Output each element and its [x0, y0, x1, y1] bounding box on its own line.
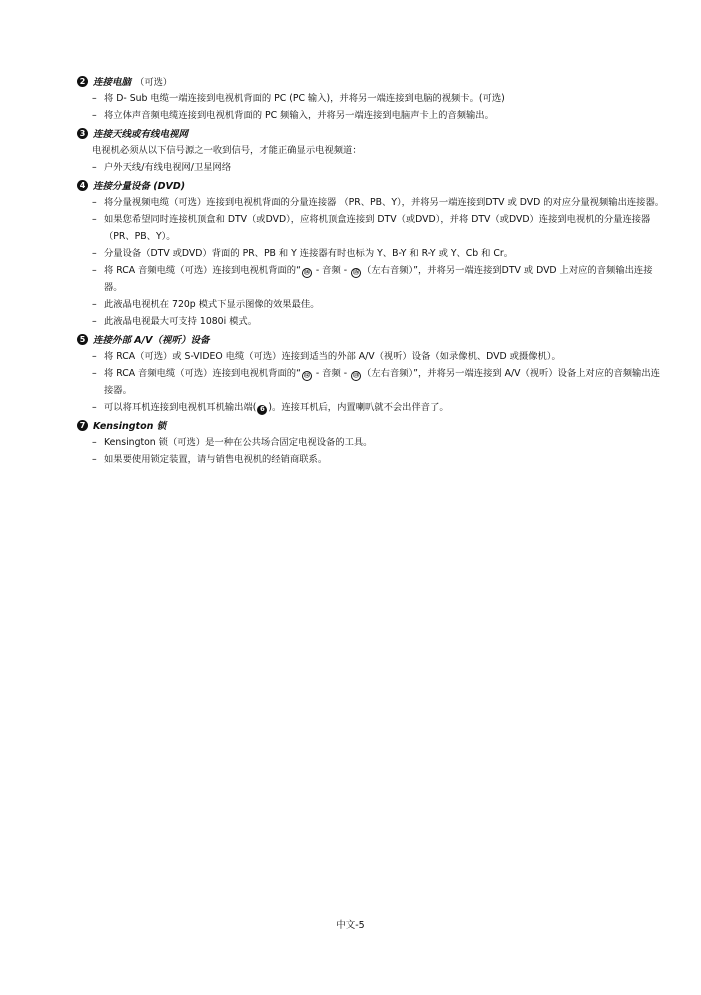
- section-title: Kensington 锁: [93, 421, 167, 432]
- list-item: [77, 245, 667, 262]
- text-mid: - 音频 -: [312, 368, 351, 379]
- item-text: 将 D- Sub 电缆一端连接到电视机背面的 PC (PC 输入)，并将另一端连接到电脑的视频卡。(可选): [104, 93, 505, 104]
- section-title: 连接分量设备 (DVD): [93, 181, 186, 192]
- text-before: 将 RCA 音频电缆（可选）连接到电视机背面的“: [104, 265, 301, 276]
- list-item: [77, 313, 667, 330]
- list-item: [77, 365, 667, 399]
- number-badge: 4: [77, 180, 88, 191]
- audio-port-icon: ⑬: [353, 372, 360, 379]
- section-heading: [77, 124, 667, 142]
- list-item: [77, 262, 667, 296]
- page-number: 中文-5: [336, 920, 365, 931]
- item-text: Kensington 锁（可选）是一种在公共场合固定电视设备的工具。: [104, 437, 373, 448]
- section-connect-antenna: [77, 124, 667, 176]
- section-connect-component: [77, 176, 667, 330]
- item-text: 此液晶电视最大可支持 1080i 模式。: [104, 316, 258, 327]
- dash: –: [92, 316, 97, 327]
- number-badge: 7: [77, 420, 88, 431]
- number-badge: 5: [77, 334, 88, 345]
- audio-port-icon: ⑭: [303, 269, 310, 276]
- list-item: [77, 211, 667, 245]
- dash: –: [92, 265, 97, 276]
- item-text: 将 RCA（可选）或 S-VIDEO 电缆（可选）连接到适当的外部 A/V（视听）设备（如录像机、DVD 或摄像机）。: [104, 351, 561, 362]
- list-item: [77, 159, 667, 176]
- earphone-port-icon: 6: [257, 405, 267, 415]
- section-title: 连接电脑: [93, 77, 132, 88]
- text-after: （左右音频）”，并将另一端连接到DTV 或 DVD 上对应的音频输出连接器。: [104, 265, 653, 293]
- item-text: 分量设备（DTV 或DVD）背面的 PR、PB 和 Y 连接器有时也标为 Y、B-Y 和 R-Y 或 Y、Cb 和 Cr。: [104, 248, 514, 259]
- list-item: [77, 107, 667, 124]
- item-text: [104, 262, 667, 296]
- dash: –: [92, 454, 97, 465]
- item-text: [104, 399, 667, 416]
- dash: –: [92, 437, 97, 448]
- dash: –: [92, 351, 97, 362]
- item-text: 户外天线/有线电视网/卫星网络: [104, 162, 232, 173]
- text-after: )。连接耳机后，内置喇叭就不会出伴音了。: [268, 402, 449, 413]
- item-text: 将立体声音频电缆连接到电视机背面的 PC 频输入，并将另一端连接到电脑声卡上的音频输出。: [104, 110, 494, 121]
- section-heading: [77, 330, 667, 348]
- list-item: [77, 194, 667, 211]
- dash: –: [92, 402, 97, 413]
- list-item: [77, 451, 667, 468]
- item-text: 此液晶电视机在 720p 模式下显示图像的效果最佳。: [104, 299, 320, 310]
- dash: –: [92, 93, 97, 104]
- text-before: 可以将耳机连接到电视机耳机输出端(: [104, 402, 257, 413]
- section-connect-av: [77, 330, 667, 416]
- dash: –: [92, 197, 97, 208]
- number-badge: 2: [77, 76, 88, 87]
- section-heading: [77, 72, 667, 90]
- list-item: [77, 348, 667, 365]
- dash: –: [92, 214, 97, 225]
- dash: –: [92, 299, 97, 310]
- text-mid: - 音频 -: [312, 265, 351, 276]
- audio-port-icon: ⑮: [353, 269, 360, 276]
- text-before: 将 RCA 音频电缆（可选）连接到电视机背面的“: [104, 368, 301, 379]
- list-item: [77, 90, 667, 107]
- section-connect-pc: [77, 72, 667, 124]
- number-badge: 3: [77, 128, 88, 139]
- dash: –: [92, 162, 97, 173]
- item-text: 如果您希望同时连接机顶盒和 DTV（或DVD），应将机顶盒连接到 DTV（或DVD），并将 DTV（或DVD）连接到电视机的分量连接器（PR、PB、Y）。: [104, 214, 651, 242]
- text-after: （左右音频）”，并将另一端连接到 A/V（视听）设备上对应的音频输出连接器。: [104, 368, 660, 396]
- section-heading: [77, 176, 667, 194]
- item-text: 将分量视频电缆（可选）连接到电视机背面的分量连接器 （PR、PB、Y），并将另一端连接到DTV 或 DVD 的对应分量视频输出连接器。: [104, 197, 665, 208]
- section-title-suffix: （可选）: [135, 77, 173, 88]
- section-title: 连接外部 A/V（视听）设备: [93, 335, 210, 346]
- list-item: [77, 399, 667, 416]
- dash: –: [92, 248, 97, 259]
- dash: –: [92, 110, 97, 121]
- section-intro: 电视机必须从以下信号源之一收到信号，才能正确显示电视频道：: [92, 145, 362, 156]
- section-kensington-lock: [77, 416, 667, 468]
- content: [77, 72, 667, 468]
- item-text: [104, 365, 667, 399]
- list-item: [77, 296, 667, 313]
- audio-port-icon: ⑫: [303, 372, 310, 379]
- section-title: 连接天线或有线电视网: [93, 129, 189, 140]
- section-heading: [77, 416, 667, 434]
- dash: –: [92, 368, 97, 379]
- list-item: [77, 434, 667, 451]
- item-text: 如果要使用锁定装置，请与销售电视机的经销商联系。: [104, 454, 328, 465]
